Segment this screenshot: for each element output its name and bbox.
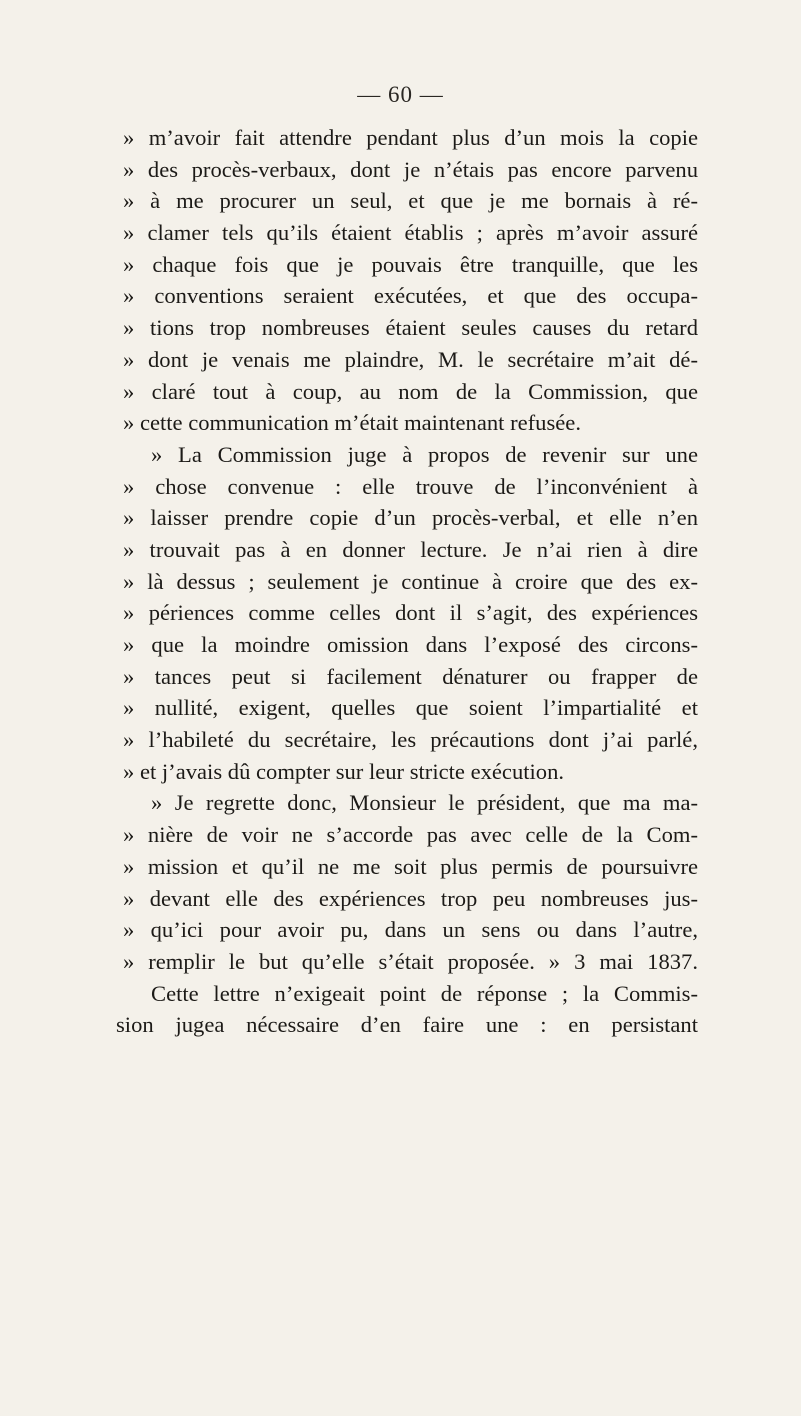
page-number: — 60 — (357, 82, 444, 107)
text-line: » m’avoir fait attendre pendant plus d’un mois la copie (123, 125, 698, 150)
text-line: » tances peut si facilement dénaturer ou frapper de (123, 663, 698, 689)
text-line: » dont je venais me plaindre, M. le secrétaire m’ait dé- (123, 346, 698, 372)
text-line: » La Commission juge à propos de revenir sur une (151, 441, 698, 467)
text-line: » cette communication m’était maintenant refusée. (123, 410, 581, 436)
text-line: » claré tout à coup, au nom de la Commission, que (123, 378, 698, 404)
text-line: » clamer tels qu’ils étaient établis ; après m’avoir assuré (123, 220, 698, 246)
text-line: » conventions seraient exécutées, et que des occupa- (123, 283, 698, 309)
text-line: » tions trop nombreuses étaient seules causes du retard (123, 315, 698, 341)
text-line: » périences comme celles dont il s’agit, des expériences (123, 600, 698, 626)
text-line: » à me procurer un seul, et que je me bornais à ré- (123, 188, 698, 214)
text-line: » Je regrette donc, Monsieur le président, que ma ma- (151, 790, 698, 816)
body-text (116, 122, 698, 1041)
text-line: » mission et qu’il ne me soit plus permis de poursuivre (123, 853, 698, 879)
text-line: » nullité, exigent, quelles que soient l’impartialité et (123, 695, 698, 721)
text-line: » que la moindre omission dans l’exposé des circons- (123, 632, 698, 657)
text-line: » et j’avais dû compter sur leur stricte exécution. (123, 758, 565, 784)
text-line: » laisser prendre copie d’un procès-verbal, et elle n’en (123, 505, 698, 531)
text-line: » chaque fois que je pouvais être tranquille, que les (123, 251, 698, 277)
text-line: » nière de voir ne s’accorde pas avec celle de la Com- (123, 822, 698, 848)
text-line: » l’habileté du secrétaire, les précautions dont j’ai parlé, (123, 727, 698, 753)
text-line: » là dessus ; seulement je continue à croire que des ex- (123, 568, 698, 594)
text-line: » trouvait pas à en donner lecture. Je n’ai rien à dire (123, 536, 698, 562)
text-line: » des procès-verbaux, dont je n’étais pas encore parvenu (123, 156, 698, 182)
text-line: » chose convenue : elle trouve de l’inconvénient à (123, 473, 698, 499)
text-line: Cette lettre n’exigeait point de réponse ; la Commis- (151, 980, 698, 1006)
text-line: » qu’ici pour avoir pu, dans un sens ou dans l’autre, (123, 917, 698, 943)
text-line: » devant elle des expériences trop peu nombreuses jus- (123, 885, 698, 911)
text-line: sion jugea nécessaire d’en faire une : en persistant (116, 1012, 698, 1038)
text-line: » remplir le but qu’elle s’était proposée. » 3 mai 1837. (123, 948, 698, 974)
